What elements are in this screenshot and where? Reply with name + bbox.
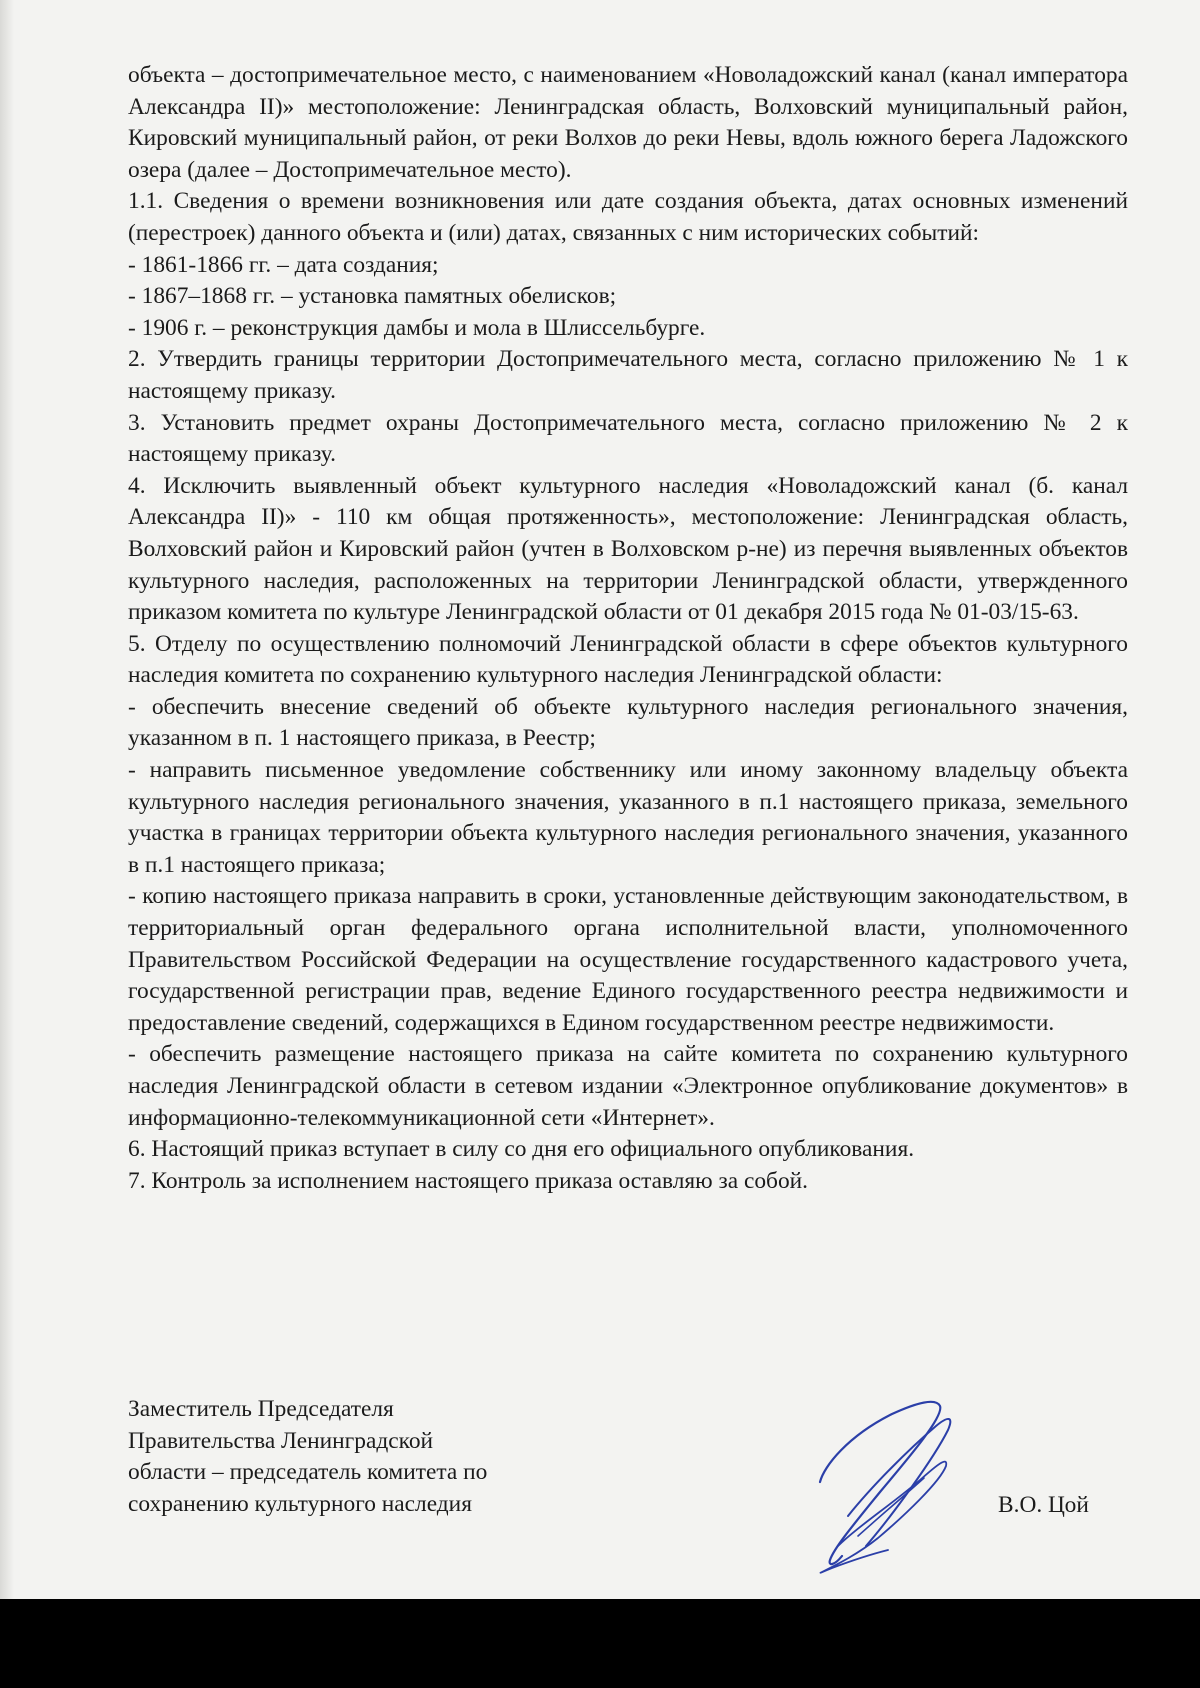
paragraph-item-6-effective: 6. Настоящий приказ вступает в силу со дня его официального опубликования. (128, 1136, 915, 1163)
paragraph-item-7-control: 7. Контроль за исполнением настоящего приказа оставляю за собой. (128, 1167, 809, 1194)
paragraph-item-2-boundaries: 2. Утвердить границы территории Достопримечательного места, согласно приложению № 1 к настоящему приказу. (128, 346, 1128, 404)
paragraph-date-obelisks: - 1867–1868 гг. – установка памятных обелисков; (128, 283, 617, 310)
paragraph-item-5-publication: - обеспечить размещение настоящего приказа на сайте комитета по сохранению культурного наследия Ленинградской области в сетевом издании «Электронное опубликование документов» в информационно-телекоммуникационной сети «Интернет». (128, 1041, 1128, 1131)
signature-stroke (820, 1462, 946, 1573)
signatory-position-line: Заместитель Председателя (128, 1396, 394, 1422)
signatory-position-line: области – председатель комитета по (128, 1459, 488, 1486)
paragraph-item-3-protection-subject: 3. Установить предмет охраны Достопримечательного места, согласно приложению № 2 к настоящему приказу. (128, 409, 1128, 468)
signatory-position-line: Правительства Ленинградской (128, 1427, 434, 1454)
paragraph-date-creation: - 1861-1866 гг. – дата создания; (128, 251, 439, 278)
signatory-position (128, 1394, 688, 1520)
handwritten-signature (808, 1396, 968, 1578)
paragraph-object-description: объекта – достопримечательное место, с наименованием «Новоладожский канал (канал императора Александра II)» местоположение: Ленинградская область, Волховский муниципальный район, Кировский муниципальный район, от реки Волхов до реки Невы, вдоль южного берега Ладожского озера (далее – Достопримечательное место). (128, 62, 1128, 183)
signer-name: В.О. Цой (998, 1492, 1089, 1518)
paragraph-item-4-exclusion: 4. Исключить выявленный объект культурного наследия «Новоладожский канал (б. канал Александра II)» - 110 км общая протяженность», местоположение: Ленинградская область, Волховский район и Кировский район (учтен в Волховском р-не) из перечня выявленных объектов культурного наследия, расположенных на территории Ленинградской области, утвержденного приказом комитета по культуре Ленинградской области от 01 декабря 2015 года № 01-03/15-63. (128, 472, 1128, 626)
signatory-position-line: сохранению культурного наследия (128, 1490, 472, 1517)
paragraph-date-reconstruction: - 1906 г. – реконструкция дамбы и мола в Шлиссельбурге. (128, 314, 706, 341)
paragraph-item-5-registry: - обеспечить внесение сведений об объекте культурного наследия регионального значения, указанном в п. 1 настоящего приказа, в Реестр; (128, 693, 1128, 752)
scan-footer-bar (0, 1599, 1200, 1688)
document-body (128, 60, 1128, 1197)
paragraph-item-5-notification: - направить письменное уведомление собственнику или иному законному владельцу объекта культурного наследия регионального значения, указанного в п.1 настоящего приказа, земельного участка в границах территории объекта культурного наследия регионального значения, указанного в п.1 настоящего приказа; (128, 757, 1128, 878)
paragraph-1-1-dates-intro: 1.1. Сведения о времени возникновения или дате создания объекта, датах основных изменений (перестроек) данного объекта и (или) датах, связанных с ним исторических событий: (128, 188, 1128, 246)
paragraph-item-5-department: 5. Отделу по осуществлению полномочий Ленинградской области в сфере объектов культурного наследия комитета по сохранению культурного наследия Ленинградской области: (128, 630, 1128, 689)
scan-left-edge (0, 0, 14, 1600)
signature-stroke (820, 1402, 940, 1564)
paragraph-item-5-copy-cadastre: - копию настоящего приказа направить в сроки, установленные действующим законодательством, в территориальный орган федерального органа исполнительной власти, уполномоченного Правительством Российской Федерации на осуществление государственного кадастрового учета, государственной регистрации прав, ведение Единого государственного реестра недвижимости и предоставление сведений, содержащихся в Едином государственном реестре недвижимости. (128, 883, 1128, 1036)
